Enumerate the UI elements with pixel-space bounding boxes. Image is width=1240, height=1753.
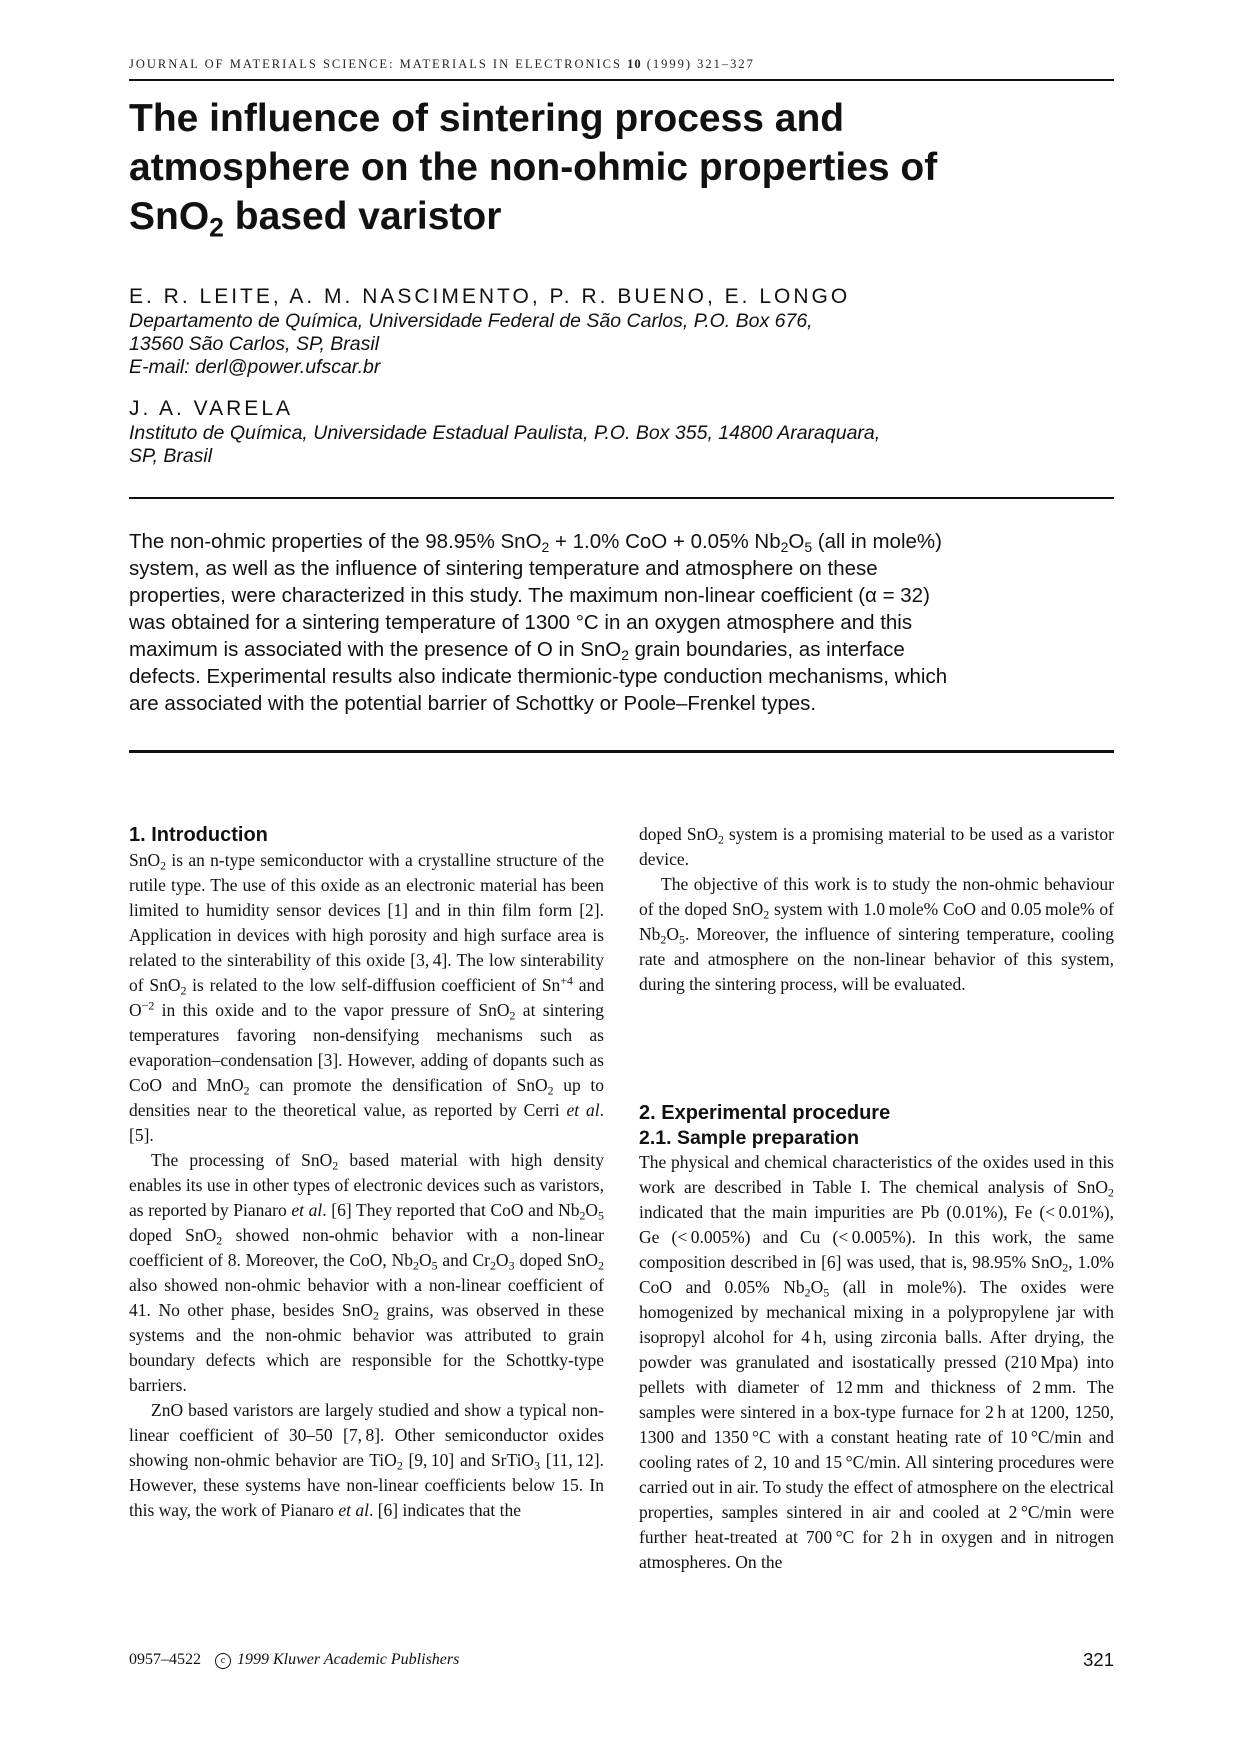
experimental-paragraph-1: The physical and chemical characteristics of the oxides used in this work are described in Table I. The chemical analysis of SnO$_2$ indicated that the main impurities are Pb (0.01%), Fe (< 0.01%), Ge (< 0.005%) and Cu (< 0.005%). In this work, the same composition described in [6] was used, that is, 98.95% SnO$_2$, 1.0% CoO and 0.05% $Nb_2O_5$ (all in mole%). The oxides were homogenized by mechanical mixing in a polypropylene jar with isopropyl alcohol for 4 h, using zirconia balls. After drying, the powder was granulated and isostatically pressed (210 Mpa) into pellets with diameter of 12 mm and thickness of 2 mm. The samples were sintered in a box-type furnace for 2 h at 1200, 1250, 1300 and 1350 °C with a constant heating rate of 10 °C/min and cooling rates of 2, 10 and 15 °C/min. All sintering procedures were carried out in air. To study the effect of atmosphere on the electrical properties, samples sintered in air and cooled at 2 °C/min were further heat-treated at 700 °C for 2 h in oxygen and in nitrogen atmospheres. On the: [639, 1152, 1114, 1572]
affiliation-2-line-1: Instituto de Química, Universidade Estadual Paulista, P.O. Box 355, 14800 Araraquara,: [129, 422, 881, 444]
introduction-heading: 1. Introduction: [129, 824, 268, 846]
author-names-1: E. R. LEITE, A. M. NASCIMENTO, P. R. BUENO, E. LONGO: [129, 285, 851, 308]
copyright-icon: c: [215, 1653, 231, 1669]
header-rule: [129, 79, 1114, 81]
abstract-line: properties, were characterized in this study. The maximum non-linear coefficient (α = 32): [129, 584, 930, 607]
abstract-line: The non-ohmic properties of the 98.95% SnO$_2$ + 1.0% CoO + 0.05% $Nb_2O_5$ (all in mole%): [129, 530, 942, 555]
abstract: [129, 528, 1114, 717]
abstract-rule-top: [129, 497, 1114, 499]
sample-preparation-heading: 2.1. Sample preparation: [639, 1127, 859, 1149]
title-line-3: SnO$_2$ based varistor: [129, 195, 502, 243]
journal-name: JOURNAL OF MATERIALS SCIENCE: MATERIALS IN ELECTRONICS: [129, 57, 622, 71]
journal-volume: 10: [627, 57, 642, 71]
intro-paragraph-3: ZnO based varistors are largely studied and show a typical non-linear coefficient of 30–50 [7, 8]. Other semiconductor oxides showing non-ohmic behavior are TiO$_2$ [9, 10] and SrTiO$_3$ [11, 12]. However, these systems have non-linear coefficients below 15. In this way, the work of Pianaro et al. [6] indicates that the: [129, 1400, 604, 1520]
footer: [129, 1651, 459, 1669]
paper-title: [129, 94, 1114, 241]
title-line-1: The influence of sintering process and: [129, 97, 845, 140]
abstract-line: are associated with the potential barrier of Schottky or Poole–Frenkel types.: [129, 692, 817, 715]
affiliation-2-line-2: SP, Brasil: [129, 445, 213, 467]
journal-year-pages: (1999) 321–327: [646, 57, 755, 71]
intro-paragraph-1: SnO$_2$ is an n-type semiconductor with a crystalline structure of the rutile type. The use of this oxide as an electronic material has been limited to humidity sensor devices [1] and in thin film form [2]. Application in devices with high porosity and high surface area is related to the sinterability of this oxide [3, 4]. The low sinterability of SnO$_2$ is related to the low self-diffusion coefficient of $Sn^{+4}$ and $O^{-2}$ in this oxide and to the vapor pressure of SnO$_2$ at sintering temperatures favoring non-densifying mechanisms such as evaporation–condensation [3]. However, adding of dopants such as CoO and MnO$_2$ can promote the densification of SnO$_2$ up to densities near to the theoretical value, as reported by Cerri et al. [5].: [129, 850, 605, 1145]
experimental-section: [639, 1100, 1114, 1575]
left-column: [129, 822, 604, 1523]
issn: 0957–4522: [129, 1651, 201, 1668]
abstract-line: was obtained for a sintering temperature of 1300 °C in an oxygen atmosphere and this: [129, 611, 913, 634]
author-email: E-mail: derl@power.ufscar.br: [129, 356, 381, 378]
abstract-line: maximum is associated with the presence of O in SnO$_2$ grain boundaries, as interface: [129, 638, 905, 663]
title-line-2: atmosphere on the non-ohmic properties of: [129, 146, 938, 189]
intro-paragraph-3-continued: doped SnO$_2$ system is a promising material to be used as a varistor device.: [639, 824, 1114, 869]
author-block-1: [129, 284, 1114, 379]
author-names-2: J. A. VARELA: [129, 397, 293, 420]
intro-paragraph-2: The processing of SnO$_2$ based material with high density enables its use in other types of electronic devices such as varistors, as reported by Pianaro et al. [6] They reported that CoO and $Nb_2O_5$ doped SnO$_2$ showed non-ohmic behavior with a non-linear coefficient of 8. Moreover, the CoO, $Nb_2O_5$ and $Cr_2O_3$ doped SnO$_2$ also showed non-ohmic behavior with a non-linear coefficient of 41. No other phase, besides SnO$_2$ grains, was observed in these systems and the non-ohmic behavior was attributed to grain boundary defects which are responsible for the Schottky-type barriers.: [129, 1150, 604, 1395]
publisher: 1999 Kluwer Academic Publishers: [237, 1651, 460, 1668]
affiliation-1-line-2: 13560 São Carlos, SP, Brasil: [129, 333, 380, 355]
experimental-heading: 2. Experimental procedure: [639, 1102, 891, 1124]
author-block-2: [129, 396, 1114, 468]
abstract-line: defects. Experimental results also indicate thermionic-type conduction mechanisms, which: [129, 665, 948, 688]
right-column: [639, 822, 1114, 1572]
running-header: [129, 57, 1114, 72]
page-number: 321: [1083, 1649, 1114, 1670]
intro-paragraph-4: The objective of this work is to study the non-ohmic behaviour of the doped SnO$_2$ system with 1.0 mole% CoO and 0.05 mole% of $Nb_2O_5$. Moreover, the influence of sintering temperature, cooling rate and atmosphere on the non-linear behavior of this system, during the sintering process, will be evaluated.: [639, 874, 1114, 994]
affiliation-1-line-1: Departamento de Química, Universidade Federal de São Carlos, P.O. Box 676,: [129, 310, 813, 332]
abstract-rule-bottom: [129, 750, 1114, 753]
abstract-line: system, as well as the influence of sintering temperature and atmosphere on these: [129, 557, 878, 580]
